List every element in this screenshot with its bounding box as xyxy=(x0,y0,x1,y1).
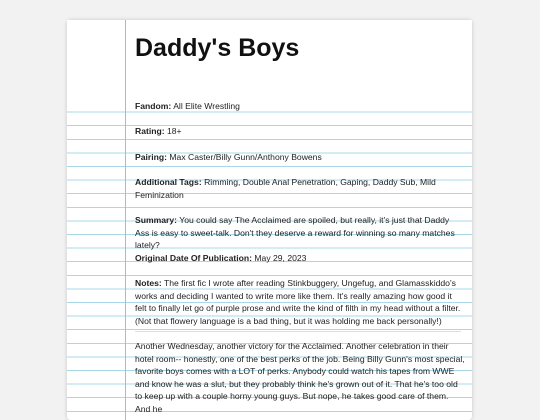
notes-field xyxy=(135,277,463,327)
date-value: May 29, 2023 xyxy=(254,253,307,263)
page-title: Daddy's Boys xyxy=(135,34,300,62)
tags-field xyxy=(135,176,463,201)
tags-value: Rimming, Double Anal Penetration, Gaping, Daddy Sub, Mild Feminization xyxy=(135,177,436,200)
summary-field xyxy=(135,214,463,252)
notes-label: Notes: xyxy=(135,278,162,288)
rating-label: Rating: xyxy=(135,126,165,136)
fandom-value: All Elite Wrestling xyxy=(173,101,240,111)
story-body: Another Wednesday, another victory for the Acclaimed. Another celebration in their hotel room-- honestly, one of the best perks of the job. Being Billy Gunn's most special, favorite boys comes with a LOT of perks. Anybody could watch his tapes from WWE and know he was a slut, but they probably think he's grown out of it. That he's too old to keep up with a couple horny young guys. But nope, he takes good care of them. And he xyxy=(135,341,465,414)
rating-field xyxy=(135,125,463,138)
date-label: Original Date Of Publication: xyxy=(135,253,252,263)
pairing-value: Max Caster/Billy Gunn/Anthony Bowens xyxy=(169,152,322,162)
pairing-label: Pairing: xyxy=(135,152,167,162)
date-field xyxy=(135,252,463,265)
fandom-field xyxy=(135,100,463,113)
section-divider xyxy=(135,331,461,332)
notes-value: The first fic I wrote after reading Stinkbuggery, Ungefug, and Glamasskiddo's works and deciding I wanted to write more like them. It's really amazing how good it felt to finally let go of purple prose and write the kind of filth in my head without a filter. (Not that flowery language is a bad thing, but it was holding me back personally!) xyxy=(135,278,461,326)
summary-label: Summary: xyxy=(135,215,178,225)
margin-line xyxy=(125,20,126,420)
rating-value: 18+ xyxy=(167,126,182,136)
summary-value: You could say The Acclaimed are spoiled, but really, it's just that Daddy Ass is easy to sweet-talk. Don't they deserve a reward for winning so many matches lately? xyxy=(135,215,455,251)
fandom-label: Fandom: xyxy=(135,101,172,111)
tags-label: Additional Tags: xyxy=(135,177,202,187)
pairing-field xyxy=(135,151,463,164)
notebook-page xyxy=(67,20,472,420)
